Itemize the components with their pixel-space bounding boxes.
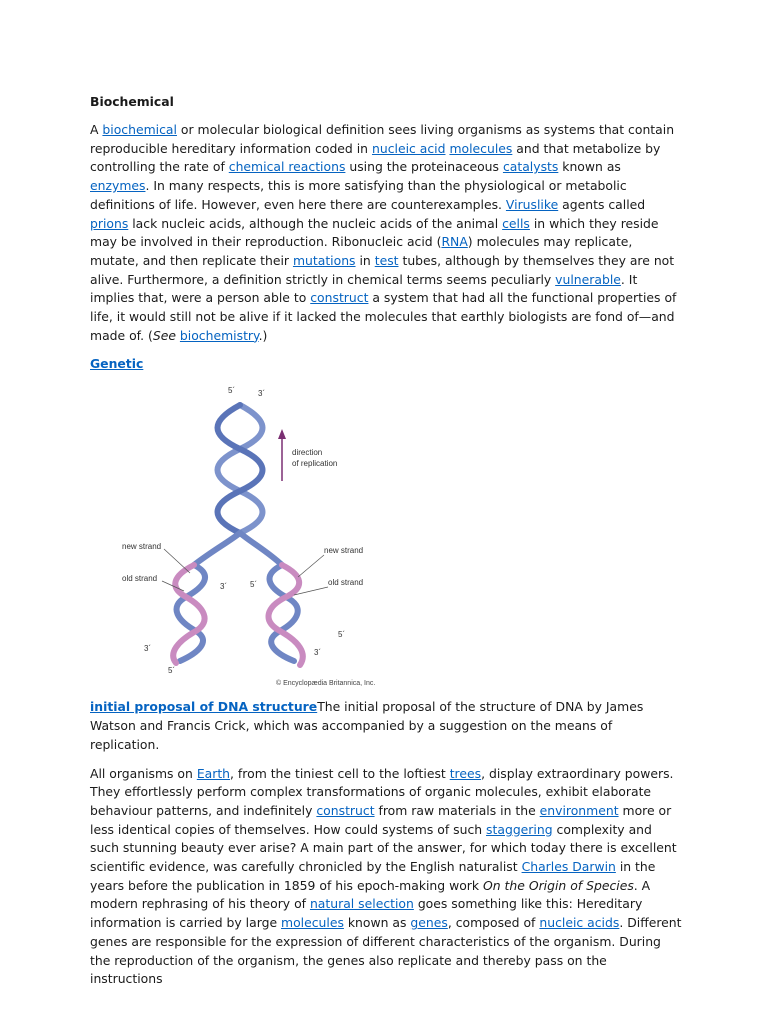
paragraph-biochemical: A biochemical or molecular biological definition sees living organisms as systems that contain reproducible hereditary information coded in nucleic acid molecules and that metabolize by controlling the rate of chemical reactions using the proteinaceous catalysts known as enzymes. In many respects, this is more satisfying than the physiological or metabolic definitions of life. However, even here there are counterexamples. Viruslike agents called prions lack nucleic acids, although the nucleic acids of the animal cells in which they reside may be involved in their reproduction. Ribonucleic acid (RNA) molecules may replicate, mutate, and then replicate their mutations in test tubes, although by themselves they are not alive. Furthermore, a definition strictly in chemical terms seems peculiarly vulnerable. It implies that, were a person able to construct a system that had all the functional properties of life, it would still not be alive if it lacked the molecules that earthly biologists are fond of—and made of. (See biochemistry.) xyxy=(90,122,677,343)
label-right-5: 5´ xyxy=(338,630,346,640)
dna-replication-figure xyxy=(102,383,392,689)
right-old-strand xyxy=(270,565,298,661)
label-top-3: 3´ xyxy=(258,389,266,399)
figure-container xyxy=(90,383,682,689)
link-vulnerable[interactable]: vulnerable xyxy=(555,271,621,287)
label-direction-1: direction xyxy=(292,448,323,458)
link-test[interactable]: test xyxy=(374,252,399,268)
label-old-strand-left: old strand xyxy=(122,574,158,584)
link-initial-proposal[interactable]: initial proposal of DNA structure xyxy=(90,699,318,715)
link-viruslike[interactable]: Viruslike xyxy=(505,196,559,212)
link-catalysts[interactable]: catalysts xyxy=(502,159,559,175)
parental-strand-b xyxy=(218,405,263,533)
document-body xyxy=(90,93,682,999)
label-left-5: 5´ xyxy=(168,666,176,676)
label-right-3: 3´ xyxy=(314,648,322,658)
fork-right xyxy=(240,533,282,565)
link-nucleic-acids[interactable]: nucleic acids xyxy=(539,915,620,931)
parental-strand-a xyxy=(218,405,263,533)
leader-new-strand-left xyxy=(164,549,190,573)
link-trees[interactable]: trees xyxy=(449,765,482,781)
label-left-3: 3´ xyxy=(144,644,152,654)
link-earth[interactable]: Earth xyxy=(196,765,231,781)
link-cells[interactable]: cells xyxy=(502,215,530,231)
link-mutations[interactable]: mutations xyxy=(292,252,356,268)
link-staggering[interactable]: staggering xyxy=(486,821,553,837)
link-rna[interactable]: RNA xyxy=(441,234,468,250)
link-environment[interactable]: environment xyxy=(539,802,619,818)
label-old-strand-right: old strand xyxy=(328,578,364,588)
label-top-5: 5´ xyxy=(228,386,236,396)
label-new-strand-right: new strand xyxy=(324,546,364,556)
link-biochemical[interactable]: biochemical xyxy=(102,122,177,137)
leader-new-strand-right xyxy=(298,555,324,577)
label-direction-2: of replication xyxy=(292,459,338,469)
label-mid-5: 5´ xyxy=(250,580,258,590)
section-heading-genetic[interactable]: Genetic xyxy=(90,356,144,372)
link-prions[interactable]: prions xyxy=(90,215,129,231)
link-charles-darwin[interactable]: Charles Darwin xyxy=(521,859,616,875)
link-biochemistry[interactable]: biochemistry xyxy=(179,327,259,343)
figure-credit: © Encyclopædia Britannica, Inc. xyxy=(276,680,376,688)
link-nucleic-acid[interactable]: nucleic acid xyxy=(371,140,446,156)
paragraph-genetic: All organisms on Earth, from the tiniest cell to the loftiest trees, display extraordinary powers. They effortlessly perform complex transformations of organic molecules, exhibit elaborate behaviour patterns, and indefinitely construct from raw materials in the environment more or less identical copies of themselves. How could systems of such staggering complexity and such stunning beauty ever arise? A main part of the answer, for which today there is excellent scientific evidence, was carefully chronicled by the English naturalist Charles Darwin in the years before the publication in 1859 of his epoch-making work On the Origin of Species. A modern rephrasing of his theory of natural selection goes something like this: Hereditary information is carried by large molecules known as genes, composed of nucleic acids. Different genes are responsible for the expression of different characteristics of the organism. During the reproduction of the organism, the genes also replicate and thereby pass on the instructions xyxy=(90,765,682,987)
direction-arrow-head xyxy=(278,429,286,439)
label-new-strand-left: new strand xyxy=(122,542,162,552)
label-mid-3: 3´ xyxy=(220,582,228,592)
link-construct[interactable]: construct xyxy=(310,290,369,306)
figure-caption: initial proposal of DNA structureThe initial proposal of the structure of DNA by James Watson and Francis Crick, which was accompanied by a suggestion on the means of replication. xyxy=(90,699,644,752)
link-genes[interactable]: genes xyxy=(410,915,448,931)
link-construct-2[interactable]: construct xyxy=(316,802,375,818)
link-enzymes[interactable]: enzymes xyxy=(90,178,146,194)
section-heading-biochemical: Biochemical xyxy=(90,94,174,109)
fork-left xyxy=(194,533,240,565)
link-molecules[interactable]: molecules xyxy=(449,140,513,156)
link-natural-selection[interactable]: natural selection xyxy=(309,896,414,912)
link-chemical-reactions[interactable]: chemical reactions xyxy=(228,159,346,175)
link-molecules-2[interactable]: molecules xyxy=(281,915,344,931)
